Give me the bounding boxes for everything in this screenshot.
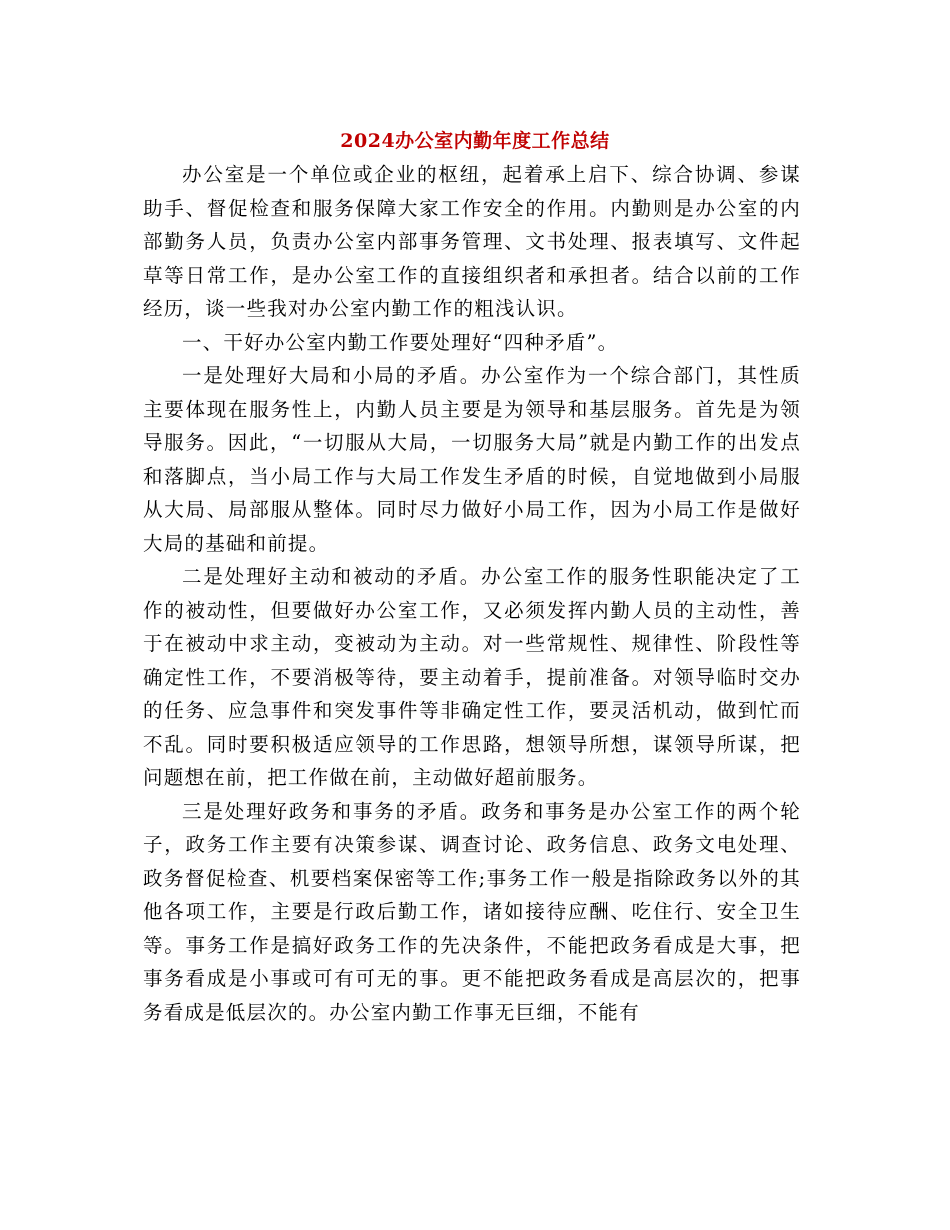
paragraph-point-one: 一是处理好大局和小局的矛盾。办公室作为一个综合部门，其性质主要体现在服务性上，内勤人员主要是为领导和基层服务。首先是为领导服务。因此，“一切服从大局，一切服务大局”就是内勤工作的出发点和落脚点，当小局工作与大局工作发生矛盾的时候，自觉地做到小局服从大局、局部服从整体。同时尽力做好小局工作，因为小局工作是做好大局的基础和前提。 [143, 364, 801, 555]
paragraph-point-two: 二是处理好主动和被动的矛盾。办公室工作的服务性职能决定了工作的被动性，但要做好办公室工作，又必须发挥内勤人员的主动性，善于在被动中求主动，变被动为主动。对一些常规性、规律性、阶段性等确定性工作，不要消极等待，要主动着手，提前准备。对领导临时交办的任务、应急事件和突发事件等非确定性工作，要灵活机动，做到忙而不乱。同时要积极适应领导的工作思路，想领导所想，谋领导所谋，把问题想在前，把工作做在前，主动做好超前服务。 [143, 565, 801, 789]
document-title: 2024办公室内勤年度工作总结 [340, 129, 610, 152]
paragraph-intro: 办公室是一个单位或企业的枢纽，起着承上启下、综合协调、参谋助手、督促检查和服务保障大家工作安全的作用。内勤则是办公室的内部勤务人员，负责办公室内部事务管理、文书处理、报表填写、文件起草等日常工作，是办公室工作的直接组织者和承担者。结合以前的工作经历，谈一些我对办公室内勤工作的粗浅认识。 [143, 163, 801, 320]
paragraph-point-three: 三是处理好政务和事务的矛盾。政务和事务是办公室工作的两个轮子，政务工作主要有决策参谋、调查讨论、政务信息、政务文电处理、政务督促检查、机要档案保密等工作;事务工作一般是指除政务以外的其他各项工作，主要是行政后勤工作，诸如接待应酬、吃住行、安全卫生等。事务工作是搞好政务工作的先决条件，不能把政务看成是大事，把事务看成是小事或可有可无的事。更不能把政务看成是高层次的，把事务看成是低层次的。办公室内勤工作事无巨细，不能有 [143, 799, 801, 1024]
document-body [143, 158, 801, 1029]
section-heading-four-contradictions: 一、干好办公室内勤工作要处理好“四种矛盾”。 [182, 330, 619, 354]
